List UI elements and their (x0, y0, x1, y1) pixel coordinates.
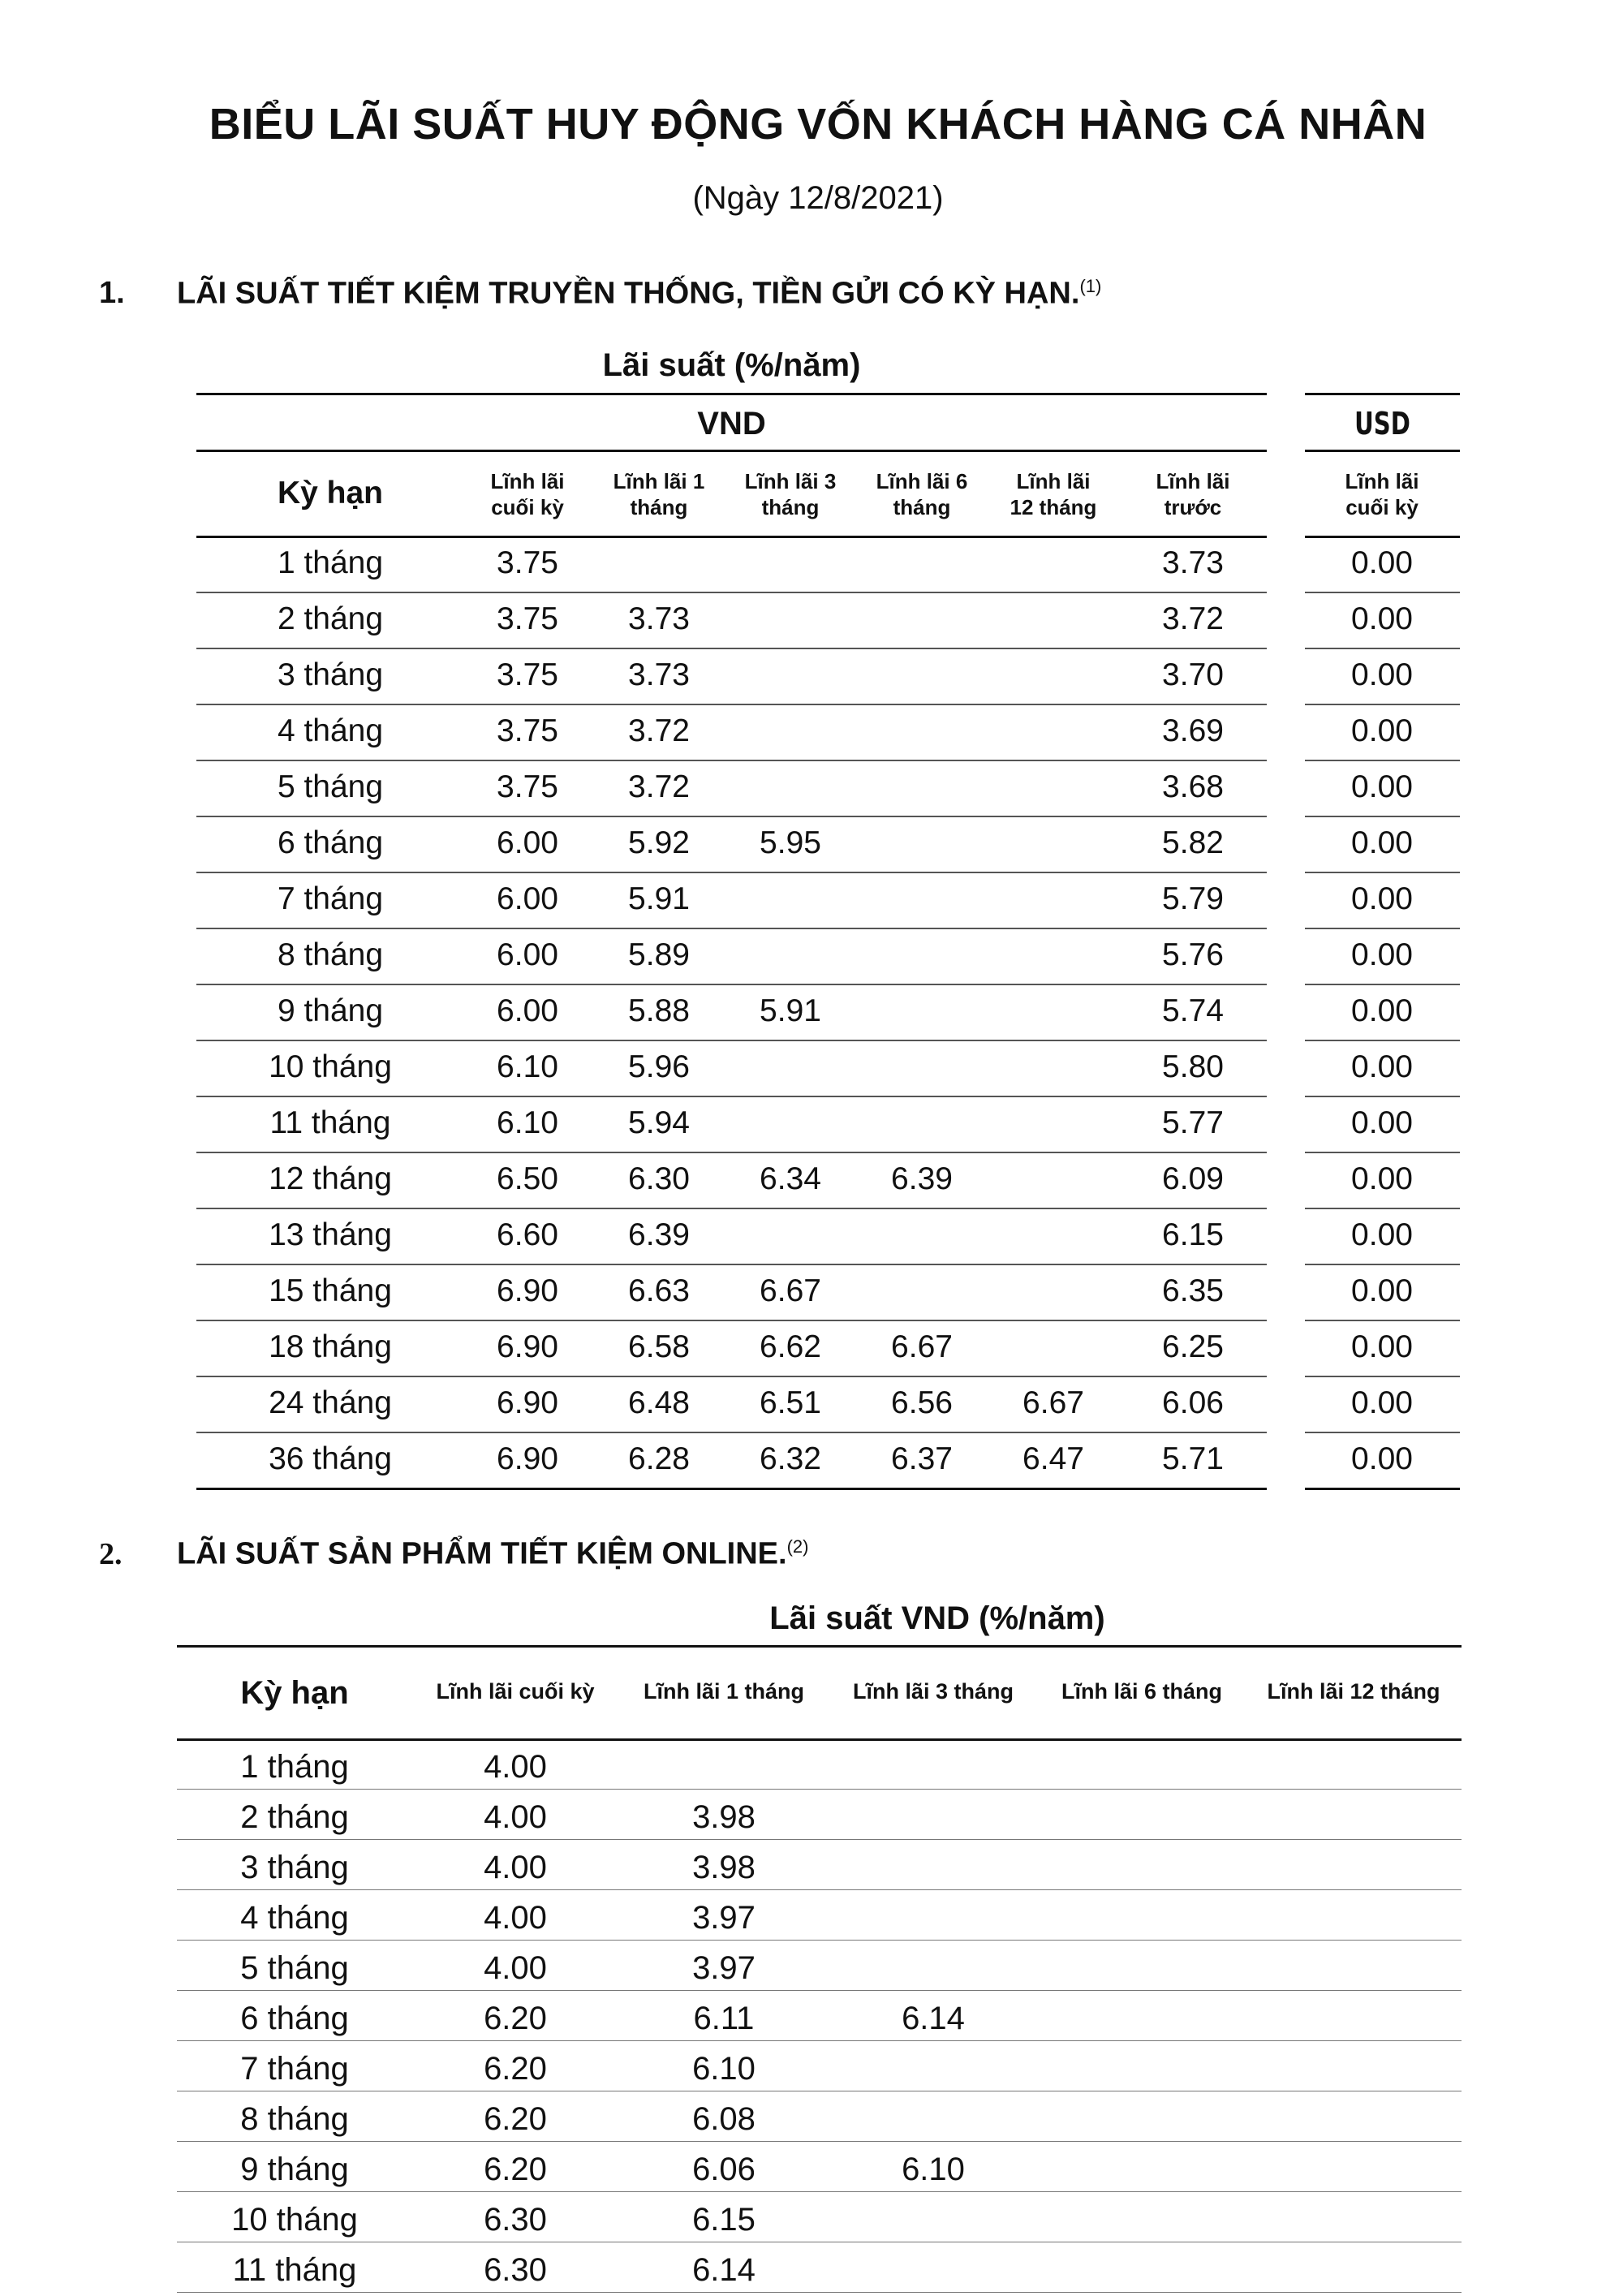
rate-cell: 6.90 (497, 1385, 558, 1420)
usd-rate-cell: 0.00 (1351, 657, 1413, 692)
term-cell: 6 tháng (277, 825, 384, 860)
rate-cell: 6.10 (902, 2152, 965, 2187)
rate-cell: 3.70 (1162, 657, 1224, 692)
term-cell: 4 tháng (240, 1900, 349, 1936)
term-cell: 3 tháng (240, 1850, 349, 1885)
rate-cell: 6.25 (1162, 1329, 1224, 1364)
usd-header-bottom-rule (1305, 536, 1460, 538)
rate-cell: 6.15 (692, 2202, 756, 2238)
row-divider (196, 1096, 1267, 1097)
usd-row-divider (1305, 1376, 1460, 1377)
term-header: Kỳ hạn (277, 476, 384, 510)
rate-cell: 6.32 (760, 1441, 821, 1476)
usd-row-divider (1305, 704, 1460, 705)
rate-cell: 6.00 (497, 993, 558, 1028)
header-bottom-rule (177, 1738, 1462, 1741)
header-bottom-rule (196, 536, 1267, 538)
term-cell: 6 tháng (240, 2001, 349, 2036)
usd-row-divider (1305, 592, 1460, 593)
rate-cell: 5.80 (1162, 1049, 1224, 1084)
rate-cell: 5.77 (1162, 1105, 1224, 1140)
term-cell: 2 tháng (277, 601, 384, 636)
usd-rate-cell: 0.00 (1351, 1161, 1413, 1196)
rate-cell: 3.97 (692, 1950, 756, 1986)
rate-cell: 6.28 (628, 1441, 690, 1476)
row-divider (196, 928, 1267, 929)
row-divider (196, 984, 1267, 985)
rate-cell: 5.88 (628, 993, 690, 1028)
column-header: Lĩnh lãi 12 tháng (1010, 469, 1097, 519)
rate-cell: 3.98 (692, 1850, 756, 1885)
rate-cell: 6.20 (484, 2051, 547, 2087)
usd-header-rule (1305, 393, 1460, 395)
rate-cell: 6.30 (484, 2202, 547, 2238)
rate-cell: 5.79 (1162, 881, 1224, 916)
term-cell: 18 tháng (269, 1329, 392, 1364)
rate-cell: 6.11 (693, 2001, 755, 2036)
rate-cell: 6.90 (497, 1273, 558, 1308)
row-divider (196, 872, 1267, 873)
usd-row-divider (1305, 872, 1460, 873)
rate-cell: 6.10 (497, 1105, 558, 1140)
term-cell: 8 tháng (240, 2101, 349, 2137)
section2-footnote: (2) (786, 1536, 809, 1557)
rate-cell: 5.92 (628, 825, 690, 860)
section2-heading (177, 1536, 808, 1572)
term-header: Kỳ hạn (240, 1675, 349, 1711)
rate-cell: 3.72 (628, 769, 690, 804)
row-divider (177, 1839, 1462, 1840)
usd-rate-cell: 0.00 (1351, 1217, 1413, 1252)
term-cell: 3 tháng (277, 657, 384, 692)
row-divider (177, 2191, 1462, 2192)
rate-cell: 6.58 (628, 1329, 690, 1364)
rate-cell: 6.08 (692, 2101, 756, 2137)
row-divider (196, 1152, 1267, 1153)
rate-cell: 6.60 (497, 1217, 558, 1252)
rate-cell: 6.00 (497, 825, 558, 860)
usd-rule (1305, 450, 1460, 452)
column-header: Lĩnh lãi cuối kỳ (490, 469, 565, 519)
usd-rate-cell: 0.00 (1351, 1385, 1413, 1420)
usd-row-divider (1305, 816, 1460, 817)
usd-column-header: Lĩnh lãi cuối kỳ (1345, 469, 1419, 519)
rate-cell: 6.47 (1022, 1441, 1084, 1476)
rate-cell: 5.76 (1162, 937, 1224, 972)
row-divider (196, 1376, 1267, 1377)
rate-cell: 6.15 (1162, 1217, 1224, 1252)
rate-cell: 5.74 (1162, 993, 1224, 1028)
term-cell: 1 tháng (277, 545, 384, 580)
rate-cell: 3.72 (1162, 601, 1224, 636)
rate-cell: 6.20 (484, 2152, 547, 2187)
term-cell: 2 tháng (240, 1799, 349, 1835)
rate-cell: 6.14 (692, 2252, 756, 2288)
rate-cell: 6.50 (497, 1161, 558, 1196)
rate-cell: 6.20 (484, 2101, 547, 2137)
rate-cell: 3.73 (628, 601, 690, 636)
rate-cell: 6.00 (497, 937, 558, 972)
rate-cell: 3.68 (1162, 769, 1224, 804)
term-cell: 7 tháng (240, 2051, 349, 2087)
rate-cell: 5.94 (628, 1105, 690, 1140)
rate-cell: 3.97 (692, 1900, 756, 1936)
term-cell: 10 tháng (269, 1049, 392, 1084)
row-divider (196, 760, 1267, 761)
rate-cell: 6.67 (760, 1273, 821, 1308)
rate-cell: 3.73 (628, 657, 690, 692)
rate-cell: 5.95 (760, 825, 821, 860)
usd-rate-cell: 0.00 (1351, 1441, 1413, 1476)
term-cell: 13 tháng (269, 1217, 392, 1252)
rate-cell: 6.34 (760, 1161, 821, 1196)
rate-cell: 3.75 (497, 657, 558, 692)
row-divider (196, 1488, 1267, 1490)
rate-cell: 6.14 (902, 2001, 965, 2036)
section2-heading-text: LÃI SUẤT SẢN PHẨM TIẾT KIỆM ONLINE. (177, 1536, 787, 1571)
usd-rate-cell: 0.00 (1351, 1329, 1413, 1364)
usd-rate-cell: 0.00 (1351, 1049, 1413, 1084)
usd-row-divider (1305, 648, 1460, 649)
rate-cell: 6.06 (692, 2152, 756, 2187)
usd-rate-cell: 0.00 (1351, 881, 1413, 916)
column-header: Lĩnh lãi 6 tháng (1061, 1679, 1222, 1704)
column-header: Lĩnh lãi 1 tháng (613, 469, 705, 519)
rate-cell: 6.67 (1022, 1385, 1084, 1420)
usd-row-divider (1305, 1208, 1460, 1209)
column-header: Lĩnh lãi 1 tháng (643, 1679, 804, 1704)
row-divider (177, 2292, 1462, 2293)
rate-label: Lãi suất VND (%/năm) (769, 1600, 1105, 1636)
column-header: Lĩnh lãi 3 tháng (852, 1679, 1014, 1704)
term-cell: 7 tháng (277, 881, 384, 916)
column-header: Lĩnh lãi cuối kỳ (436, 1679, 595, 1704)
section1-number: 1. (99, 276, 125, 310)
row-divider (177, 1889, 1462, 1890)
rate-cell: 6.00 (497, 881, 558, 916)
rate-cell: 6.09 (1162, 1161, 1224, 1196)
rate-cell: 5.89 (628, 937, 690, 972)
usd-label: USD (1354, 406, 1410, 442)
usd-row-divider (1305, 1264, 1460, 1265)
usd-row-divider (1305, 1432, 1460, 1433)
rate-cell: 5.71 (1162, 1441, 1224, 1476)
rate-cell: 4.00 (484, 1950, 547, 1986)
term-cell: 10 tháng (231, 2202, 358, 2238)
term-cell: 9 tháng (277, 993, 384, 1028)
rate-cell: 6.06 (1162, 1385, 1224, 1420)
row-divider (196, 704, 1267, 705)
rate-cell: 3.98 (692, 1799, 756, 1835)
column-header: Lĩnh lãi 12 tháng (1267, 1679, 1440, 1704)
term-cell: 4 tháng (277, 713, 384, 748)
usd-row-divider (1305, 1152, 1460, 1153)
rate-cell: 3.73 (1162, 545, 1224, 580)
term-cell: 1 tháng (240, 1749, 349, 1785)
rate-cell: 6.20 (484, 2001, 547, 2036)
usd-row-divider (1305, 984, 1460, 985)
row-divider (196, 1264, 1267, 1265)
rate-cell: 6.30 (484, 2252, 547, 2288)
term-cell: 11 tháng (232, 2252, 357, 2288)
rate-cell: 6.51 (760, 1385, 821, 1420)
usd-rate-cell: 0.00 (1351, 937, 1413, 972)
term-cell: 9 tháng (240, 2152, 349, 2187)
column-header: Lĩnh lãi 6 tháng (876, 469, 968, 519)
term-cell: 5 tháng (240, 1950, 349, 1986)
rate-cell: 6.39 (628, 1217, 690, 1252)
rate-cell: 6.56 (891, 1385, 953, 1420)
section2-number: 2. (99, 1537, 123, 1571)
rate-cell: 6.62 (760, 1329, 821, 1364)
row-divider (196, 1040, 1267, 1041)
usd-row-divider (1305, 1096, 1460, 1097)
rate-cell: 6.39 (891, 1161, 953, 1196)
usd-row-divider (1305, 1488, 1460, 1490)
row-divider (196, 816, 1267, 817)
rate-cell: 6.90 (497, 1441, 558, 1476)
term-cell: 5 tháng (277, 769, 384, 804)
rate-cell: 5.91 (760, 993, 821, 1028)
header-rule (196, 393, 1267, 395)
section1-heading (177, 276, 1101, 312)
rate-cell: 6.10 (497, 1049, 558, 1084)
usd-rate-cell: 0.00 (1351, 1105, 1413, 1140)
rate-cell: 6.67 (891, 1329, 953, 1364)
rate-cell: 3.69 (1162, 713, 1224, 748)
document-title: BIỂU LÃI SUẤT HUY ĐỘNG VỐN KHÁCH HÀNG CÁ NHÂN (209, 100, 1427, 149)
section1-heading-text: LÃI SUẤT TIẾT KIỆM TRUYỀN THỐNG, TIỀN GỬI CÓ KỲ HẠN. (177, 276, 1080, 311)
column-header: Lĩnh lãi trước (1156, 469, 1230, 519)
row-divider (196, 1432, 1267, 1433)
row-divider (177, 1940, 1462, 1941)
row-divider (177, 2141, 1462, 2142)
row-divider (177, 1990, 1462, 1991)
rate-cell: 6.63 (628, 1273, 690, 1308)
rate-cell: 6.30 (628, 1161, 690, 1196)
rate-cell: 4.00 (484, 1850, 547, 1885)
row-divider (196, 592, 1267, 593)
rate-cell: 6.37 (891, 1441, 953, 1476)
row-divider (177, 1789, 1462, 1790)
usd-rate-cell: 0.00 (1351, 993, 1413, 1028)
header-rule (177, 1645, 1462, 1648)
section1-footnote: (1) (1079, 276, 1102, 296)
document-date: (Ngày 12/8/2021) (692, 180, 944, 216)
rate-cell: 6.35 (1162, 1273, 1224, 1308)
usd-rate-cell: 0.00 (1351, 545, 1413, 580)
rate-cell: 3.75 (497, 769, 558, 804)
rate-cell: 5.91 (628, 881, 690, 916)
term-cell: 15 tháng (269, 1273, 392, 1308)
vnd-rule (196, 450, 1267, 452)
row-divider (196, 648, 1267, 649)
usd-row-divider (1305, 760, 1460, 761)
usd-row-divider (1305, 1040, 1460, 1041)
term-cell: 24 tháng (269, 1385, 392, 1420)
term-cell: 12 tháng (269, 1161, 392, 1196)
rate-label: Lãi suất (%/năm) (602, 347, 861, 383)
term-cell: 36 tháng (269, 1441, 392, 1476)
row-divider (196, 1208, 1267, 1209)
term-cell: 11 tháng (269, 1105, 391, 1140)
rate-cell: 5.82 (1162, 825, 1224, 860)
usd-rate-cell: 0.00 (1351, 1273, 1413, 1308)
vnd-label: VND (697, 406, 766, 442)
rate-cell: 3.75 (497, 713, 558, 748)
usd-rate-cell: 0.00 (1351, 601, 1413, 636)
rate-cell: 4.00 (484, 1900, 547, 1936)
rate-cell: 6.90 (497, 1329, 558, 1364)
rate-cell: 4.00 (484, 1749, 547, 1785)
row-divider (196, 1320, 1267, 1321)
rate-cell: 4.00 (484, 1799, 547, 1835)
term-cell: 8 tháng (277, 937, 384, 972)
usd-rate-cell: 0.00 (1351, 713, 1413, 748)
column-header: Lĩnh lãi 3 tháng (744, 469, 837, 519)
usd-row-divider (1305, 928, 1460, 929)
usd-rate-cell: 0.00 (1351, 769, 1413, 804)
usd-rate-cell: 0.00 (1351, 825, 1413, 860)
rate-cell: 6.48 (628, 1385, 690, 1420)
rate-cell: 3.75 (497, 545, 558, 580)
row-divider (177, 2040, 1462, 2041)
rate-cell: 3.75 (497, 601, 558, 636)
rate-cell: 6.10 (692, 2051, 756, 2087)
usd-row-divider (1305, 1320, 1460, 1321)
rate-cell: 5.96 (628, 1049, 690, 1084)
rate-cell: 3.72 (628, 713, 690, 748)
